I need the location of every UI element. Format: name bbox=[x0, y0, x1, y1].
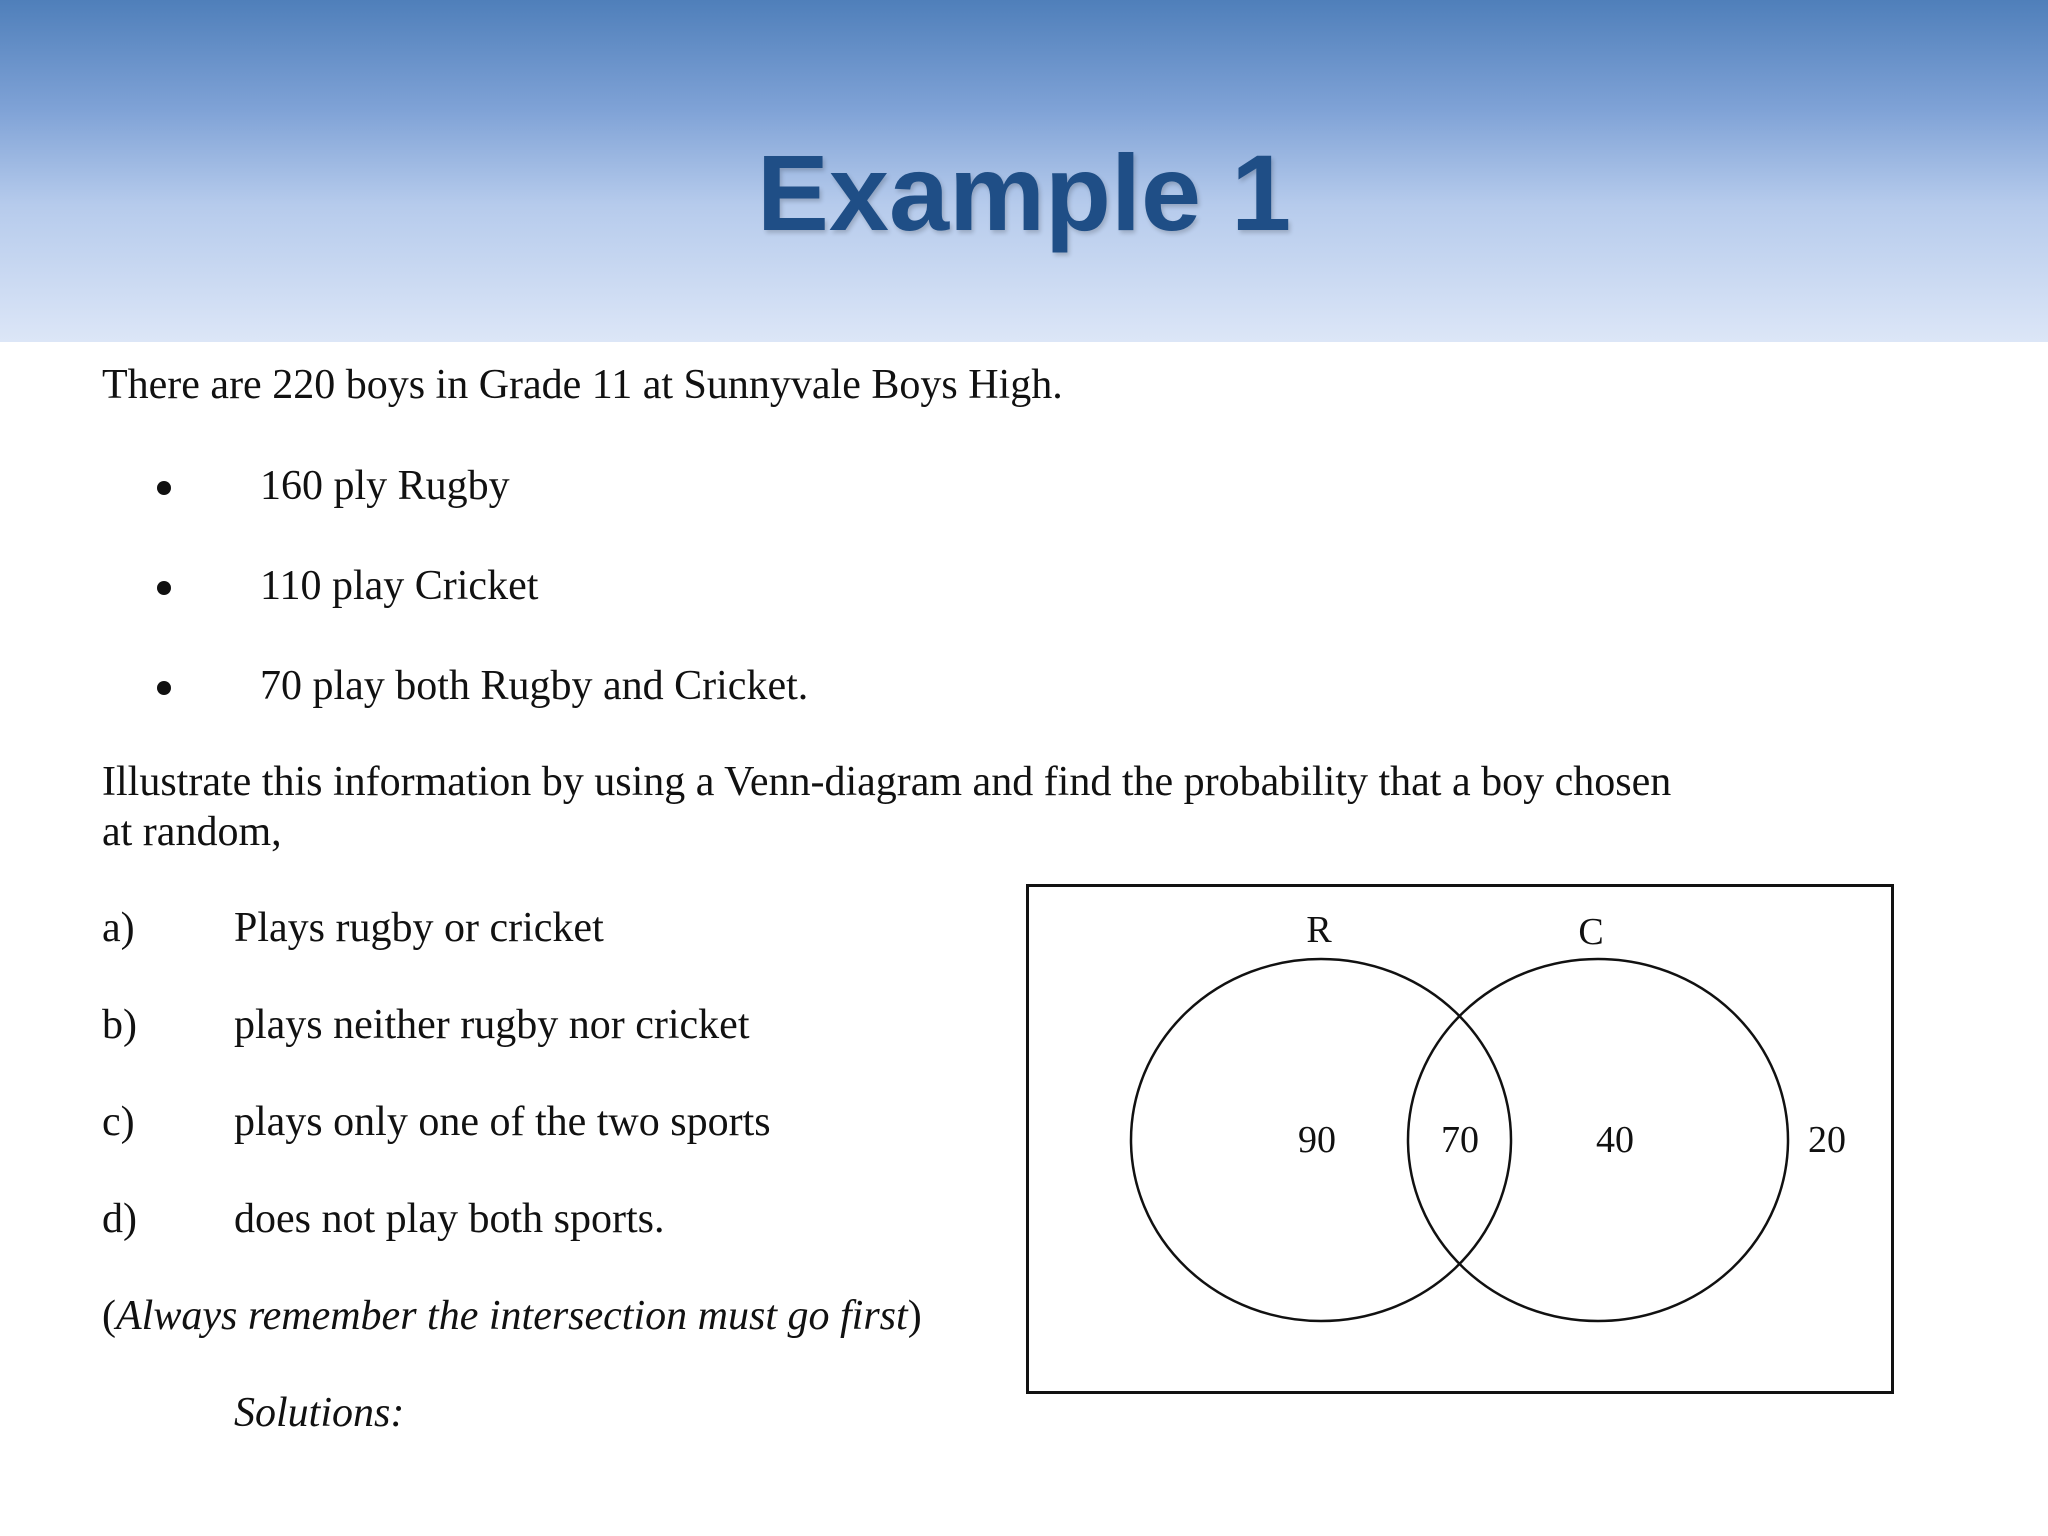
bullet-icon bbox=[157, 681, 171, 695]
venn-label-cricket: C bbox=[1578, 911, 1604, 953]
slide-title: Example 1 bbox=[756, 132, 1292, 253]
question-c-label: c) bbox=[102, 1099, 135, 1145]
venn-value-only-rugby: 90 bbox=[1298, 1119, 1336, 1161]
solutions-label: Solutions: bbox=[234, 1390, 405, 1436]
question-d-label: d) bbox=[102, 1196, 137, 1242]
bullet-icon bbox=[157, 581, 171, 595]
question-a-text: Plays rugby or cricket bbox=[234, 905, 604, 951]
note-text: Always remember the intersection must go first bbox=[116, 1293, 908, 1339]
venn-value-only-cricket: 40 bbox=[1596, 1119, 1634, 1161]
note-open-paren: ( bbox=[102, 1293, 116, 1339]
question-b-text: plays neither rugby nor cricket bbox=[234, 1002, 750, 1048]
bullet-both: 70 play both Rugby and Cricket. bbox=[260, 663, 809, 709]
venn-value-both: 70 bbox=[1441, 1119, 1479, 1161]
question-b-label: b) bbox=[102, 1002, 137, 1048]
intersection-note bbox=[102, 1291, 922, 1341]
title-banner bbox=[0, 0, 2048, 342]
venn-label-rugby: R bbox=[1306, 909, 1332, 951]
instruction-line-1: Illustrate this information by using a Venn-diagram and find the probability that a boy chosen bbox=[102, 759, 1672, 805]
bullet-rugby: 160 ply Rugby bbox=[260, 463, 510, 509]
bullet-icon bbox=[157, 481, 171, 495]
note-close-paren: ) bbox=[907, 1293, 922, 1339]
question-d-text: does not play both sports. bbox=[234, 1196, 665, 1242]
venn-diagram bbox=[1026, 884, 1894, 1394]
question-a-label: a) bbox=[102, 905, 135, 951]
venn-value-neither: 20 bbox=[1808, 1119, 1846, 1161]
intro-text: There are 220 boys in Grade 11 at Sunnyvale Boys High. bbox=[102, 362, 1063, 408]
bullet-cricket: 110 play Cricket bbox=[260, 563, 539, 609]
question-c-text: plays only one of the two sports bbox=[234, 1099, 771, 1145]
instruction-line-2: at random, bbox=[102, 809, 282, 855]
